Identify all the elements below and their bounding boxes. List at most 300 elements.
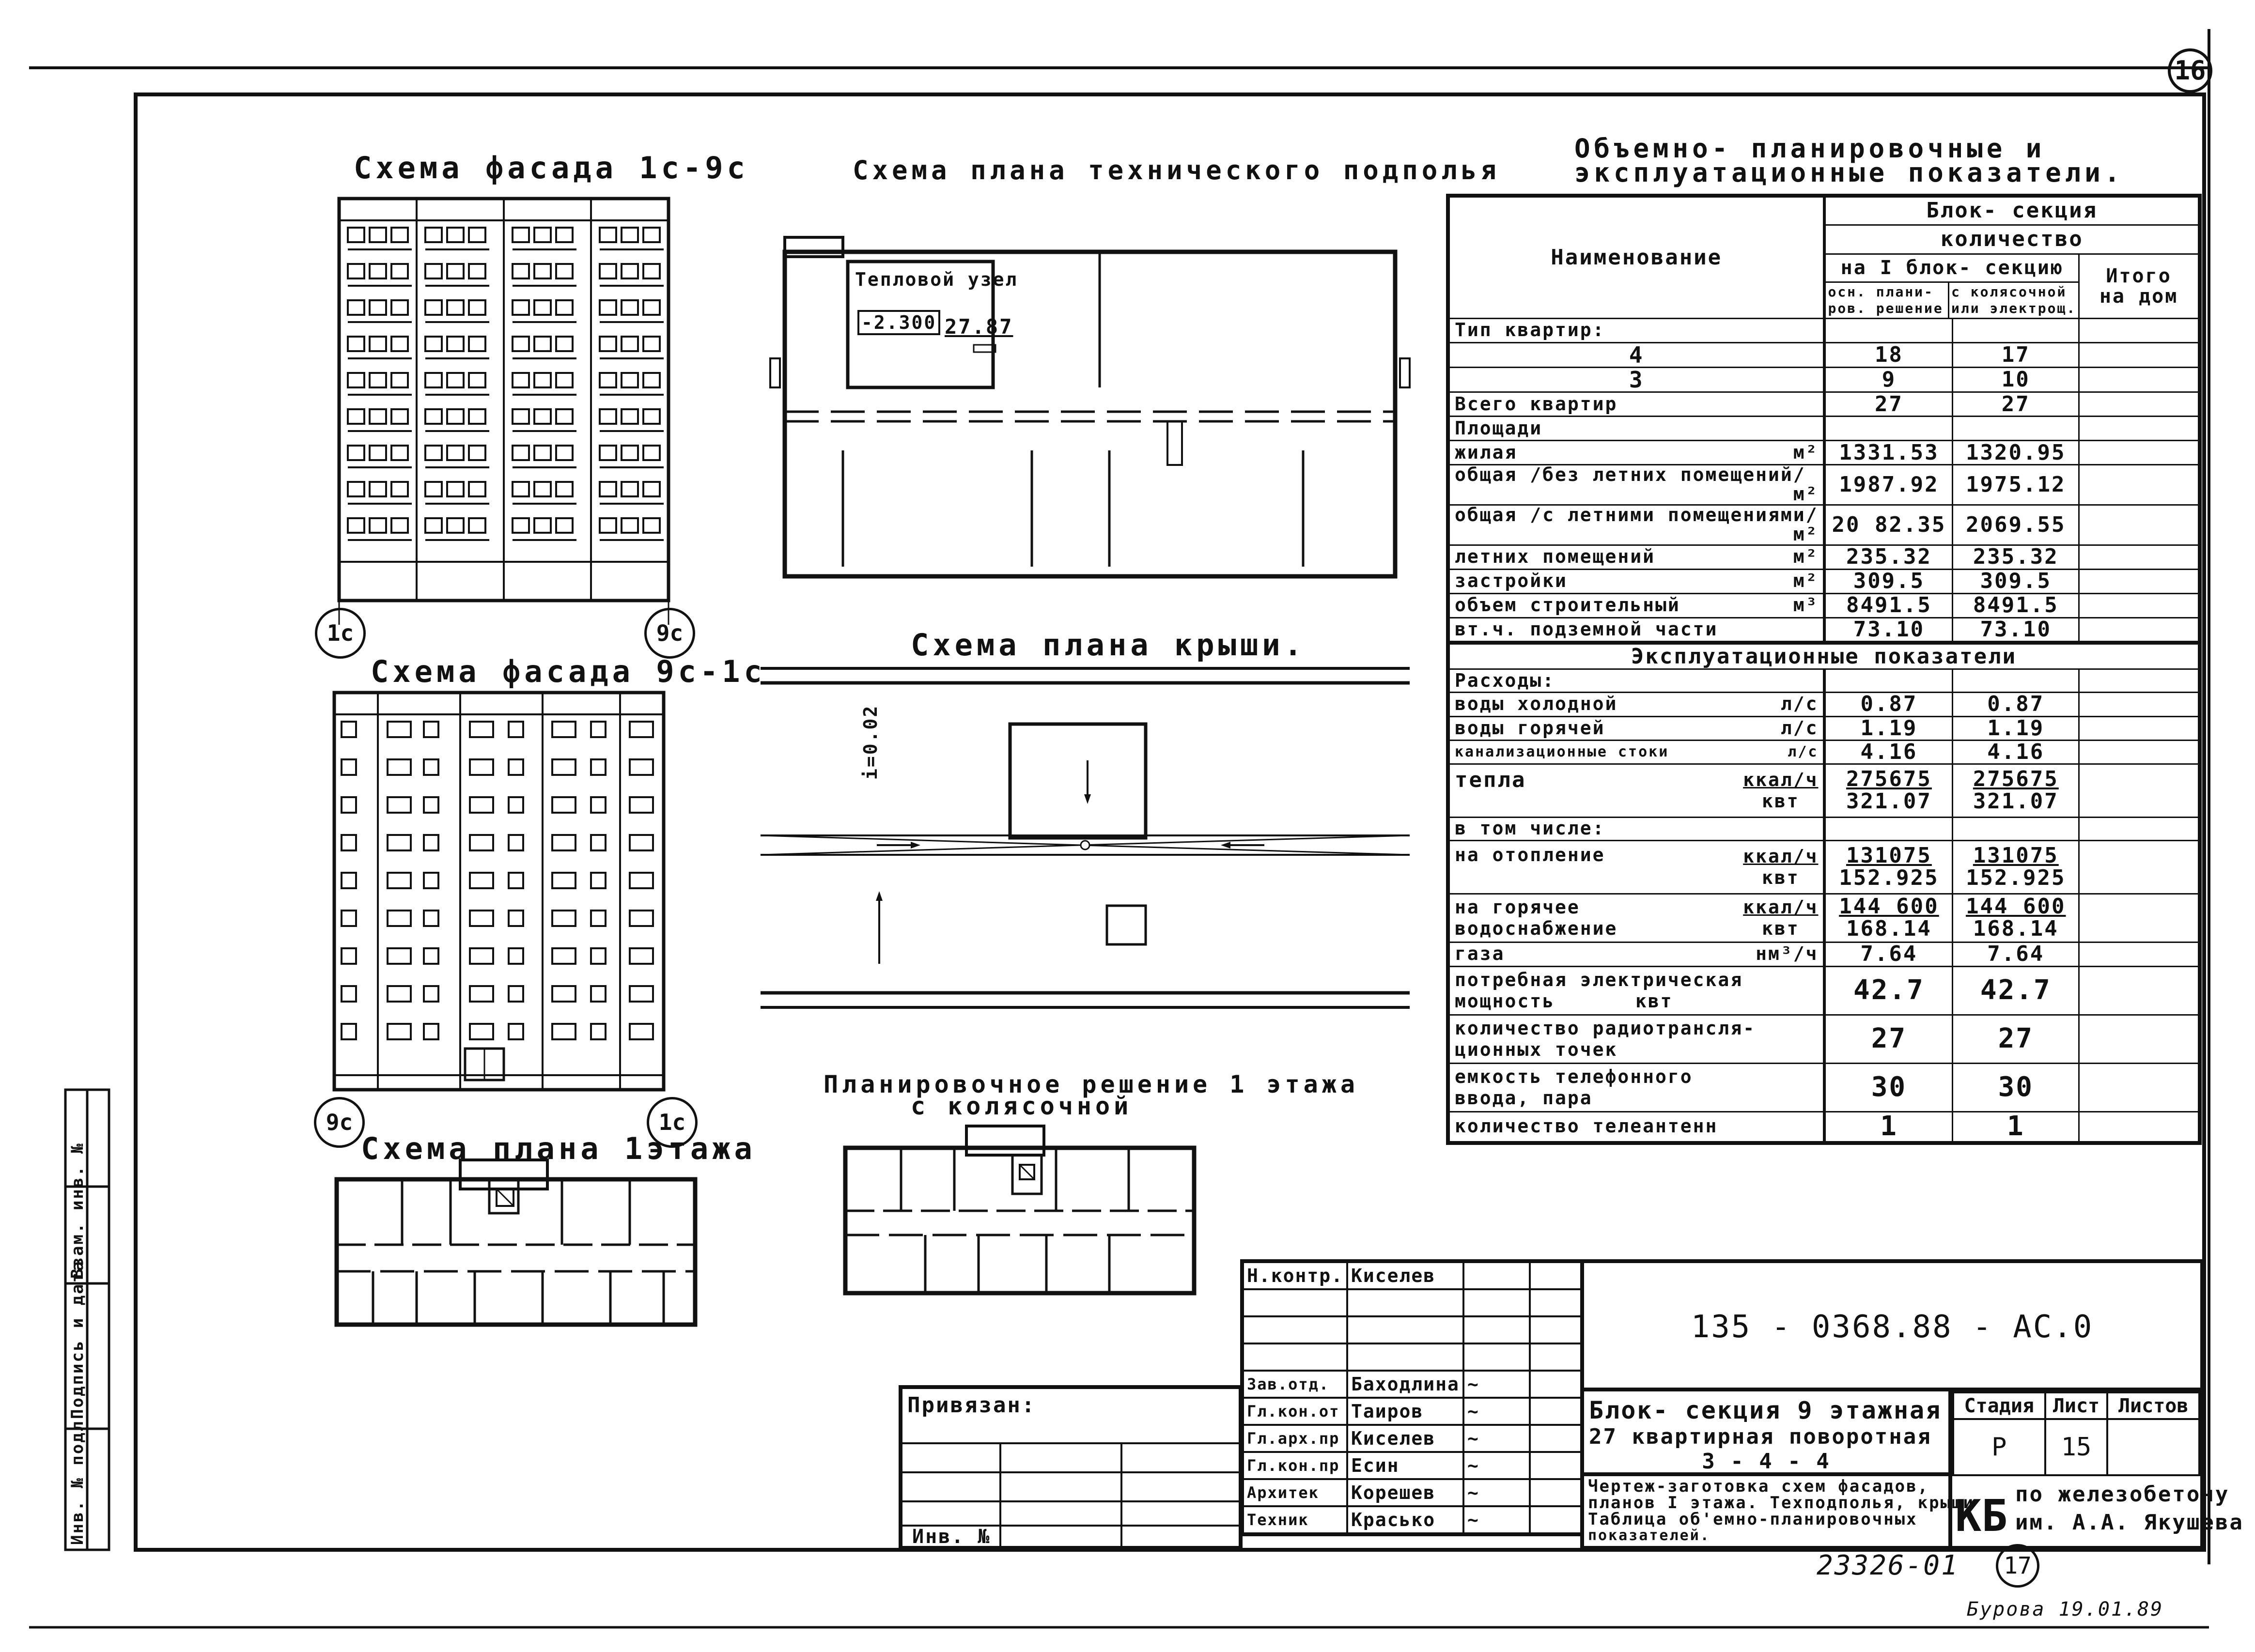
indicators-table bbox=[1446, 194, 2202, 1145]
indicator-v2: 309.5 bbox=[1953, 569, 2079, 593]
facade-window bbox=[425, 482, 442, 496]
facade-window bbox=[425, 228, 442, 242]
facade-window bbox=[470, 722, 493, 737]
planning-title-1: Планировочное решение 1 этажа bbox=[824, 1070, 1359, 1098]
radio-label-2: ционных точек bbox=[1455, 1039, 1618, 1061]
facade-window bbox=[643, 228, 660, 242]
signature-mark: ~ bbox=[1463, 1371, 1530, 1398]
facade-window bbox=[388, 911, 411, 926]
facade-window bbox=[342, 911, 356, 926]
heat-v1a: 275675 bbox=[1846, 767, 1932, 792]
facade-window bbox=[370, 409, 386, 424]
facade-window bbox=[600, 373, 616, 387]
facade-window bbox=[643, 446, 660, 460]
signature-mark: ~ bbox=[1463, 1452, 1530, 1479]
facade-window bbox=[469, 518, 485, 533]
facade-window bbox=[425, 337, 442, 351]
facade-window bbox=[348, 409, 364, 424]
heating-label: на отопление bbox=[1455, 844, 1605, 866]
side-replace-inv: Взам. инв. № bbox=[68, 1142, 87, 1279]
facade-window bbox=[556, 373, 573, 387]
indicator-row bbox=[1448, 441, 2200, 465]
signature-mark: ~ bbox=[1463, 1479, 1530, 1506]
facade-window bbox=[469, 300, 485, 315]
indicator-v2: 1320.95 bbox=[1953, 441, 2079, 465]
indicator-label bbox=[1448, 342, 1824, 367]
planning-title-2: с колясочной bbox=[911, 1092, 1133, 1120]
indicator-label bbox=[1448, 441, 1824, 465]
facade-window bbox=[470, 986, 493, 1002]
facade-9c-1c-drawing bbox=[315, 688, 693, 1114]
hot-water-label-2: водоснабжение bbox=[1455, 918, 1618, 940]
stamp-signature-row bbox=[1242, 1371, 1582, 1398]
attached-label: Привязан: bbox=[907, 1393, 1036, 1418]
indicator-row bbox=[1448, 569, 2200, 593]
facade-window bbox=[470, 1024, 493, 1039]
indicator-v2 bbox=[1953, 318, 2079, 342]
axis-1c-label-b: 1с bbox=[658, 1109, 686, 1135]
roof-plan-title: Схема плана крыши. bbox=[911, 627, 1306, 663]
water-v1: 1.19 bbox=[1824, 716, 1952, 740]
heating-unit-1: ккал/ч bbox=[1743, 846, 1819, 867]
axis-9c-label-b: 9с bbox=[326, 1109, 353, 1135]
stage-value: Р bbox=[1953, 1419, 2045, 1475]
facade-window bbox=[348, 446, 364, 460]
facade-window bbox=[342, 986, 356, 1002]
stamp-name: Есин bbox=[1347, 1452, 1463, 1479]
signature-mark: ~ bbox=[1463, 1506, 1530, 1534]
facade-window bbox=[424, 986, 438, 1002]
indicator-v1: 18 bbox=[1824, 342, 1952, 367]
facade-window bbox=[342, 722, 356, 737]
radio-v2: 27 bbox=[1953, 1015, 2079, 1063]
facade-window bbox=[388, 797, 411, 813]
sheet-value: 15 bbox=[2045, 1419, 2108, 1475]
facade-window bbox=[425, 409, 442, 424]
facade-window bbox=[391, 409, 408, 424]
indicator-row bbox=[1448, 545, 2200, 569]
facade-window bbox=[342, 1024, 356, 1039]
facade-window bbox=[370, 264, 386, 278]
facade-window bbox=[622, 337, 638, 351]
facade-window bbox=[643, 518, 660, 533]
phone-v2: 30 bbox=[1953, 1063, 2079, 1112]
facade-window bbox=[391, 482, 408, 496]
stamp-signature-row bbox=[1242, 1425, 1582, 1452]
gas-v1: 7.64 bbox=[1824, 942, 1952, 966]
col-quantity-header: количество bbox=[1824, 225, 2200, 254]
gas-label: газа bbox=[1455, 943, 1505, 965]
facade-window bbox=[534, 300, 551, 315]
facade-window bbox=[513, 228, 529, 242]
facade-window bbox=[513, 409, 529, 424]
sheet-number: 16 bbox=[2174, 55, 2206, 86]
col-total-line2: на дом bbox=[2099, 285, 2178, 308]
facade-window bbox=[556, 228, 573, 242]
facade-window bbox=[630, 797, 653, 813]
stamp-name: Корешев bbox=[1347, 1479, 1463, 1506]
facade-window bbox=[391, 518, 408, 533]
hot-water-v1a: 144 600 bbox=[1839, 894, 1939, 919]
indicator-label-text: объем строительный bbox=[1455, 594, 1680, 616]
facade-window bbox=[424, 722, 438, 737]
indicator-label-text: общая /без летних помещений/ bbox=[1455, 464, 1806, 486]
hot-water-row-label bbox=[1448, 894, 1824, 942]
indicator-v1: 9 bbox=[1824, 367, 1952, 392]
heating-v1a: 131075 bbox=[1846, 843, 1932, 868]
plan-1st-floor-title: Схема плана 1этажа bbox=[361, 1131, 756, 1166]
stamp-signature-row bbox=[1242, 1452, 1582, 1479]
facade-window bbox=[556, 446, 573, 460]
facade-window bbox=[552, 797, 575, 813]
power-v1: 42.7 bbox=[1824, 966, 1952, 1015]
indicator-v1 bbox=[1824, 318, 1952, 342]
indicator-unit: м² bbox=[1793, 546, 1819, 568]
side-sign-date: Подпись и дата bbox=[68, 1260, 87, 1419]
heat-node-label: Тепловой узел bbox=[855, 269, 1018, 290]
water-v2: 0.87 bbox=[1953, 693, 2079, 716]
facade-window bbox=[348, 518, 364, 533]
heat-v2a: 275675 bbox=[1973, 767, 2059, 792]
water-label-text: воды горячей bbox=[1455, 717, 1605, 739]
indicator-v1: 20 82.35 bbox=[1824, 505, 1952, 545]
col-basic-line2: ров. решение bbox=[1828, 300, 1944, 316]
facade-window bbox=[600, 337, 616, 351]
power-label-2: мощность bbox=[1455, 990, 1555, 1012]
facade-window bbox=[447, 409, 464, 424]
indicator-v2: 73.10 bbox=[1953, 618, 2079, 643]
stamp-title-2: 27 квартирная поворотная bbox=[1589, 1424, 1932, 1449]
facade-window bbox=[513, 446, 529, 460]
facade-window bbox=[622, 264, 638, 278]
stamp-role: Гл.арх.пр bbox=[1242, 1425, 1347, 1452]
axis-1c-label: 1с bbox=[327, 620, 354, 646]
col-stroller-header bbox=[1949, 283, 2078, 318]
indicator-label bbox=[1448, 569, 1824, 593]
indicator-v2: 17 bbox=[1953, 342, 2079, 367]
facade-window bbox=[600, 300, 616, 315]
facade-window bbox=[591, 1024, 606, 1039]
col-total-line1: Итого bbox=[2106, 264, 2172, 287]
facade-window bbox=[622, 373, 638, 387]
antenna-v2: 1 bbox=[1953, 1112, 2079, 1143]
indicator-row bbox=[1448, 465, 2200, 505]
heating-v1b: 152.925 bbox=[1839, 865, 1939, 891]
facade-window bbox=[470, 948, 493, 964]
stamp-signature-row bbox=[1242, 1398, 1582, 1425]
indicator-row bbox=[1448, 505, 2200, 545]
org-area bbox=[1952, 1476, 2244, 1546]
indicator-label bbox=[1448, 465, 1824, 505]
water-label bbox=[1448, 693, 1824, 716]
facade-window bbox=[447, 228, 464, 242]
facade-window bbox=[391, 300, 408, 315]
facade-window bbox=[630, 1024, 653, 1039]
tech-underground-drawing bbox=[751, 218, 1429, 601]
facade-window bbox=[370, 518, 386, 533]
indicator-label bbox=[1448, 318, 1824, 342]
consumption-label: Расходы: bbox=[1448, 669, 1824, 693]
water-v2: 4.16 bbox=[1953, 740, 2079, 764]
indicator-label-text: Тип квартир: bbox=[1455, 319, 1605, 341]
col-per-block-header: на I блок- секцию bbox=[1826, 255, 2078, 283]
planning-1st-floor-drawing bbox=[838, 1119, 1206, 1322]
hot-water-v1b: 168.14 bbox=[1846, 916, 1932, 942]
col-block-header: Блок- секция bbox=[1824, 196, 2200, 225]
facade-window bbox=[534, 482, 551, 496]
stamp-desc-3: Таблица об'емно-планировочных bbox=[1588, 1510, 1918, 1529]
org-line-1: по железобетону bbox=[2015, 1482, 2230, 1507]
facade-window bbox=[348, 373, 364, 387]
heat-label: тепла bbox=[1455, 768, 1526, 793]
col-name-header: Наименование bbox=[1448, 196, 1824, 318]
facade-window bbox=[622, 409, 638, 424]
indicator-v1: 73.10 bbox=[1824, 618, 1952, 643]
facade-window bbox=[370, 373, 386, 387]
col-total-header bbox=[2079, 254, 2200, 318]
facade-window bbox=[534, 228, 551, 242]
underground-level: -2.300 bbox=[857, 310, 940, 335]
org-code: КБ bbox=[1955, 1491, 2008, 1542]
facade-window bbox=[630, 948, 653, 964]
org-line-2: им. А.А. Якушева bbox=[2015, 1510, 2244, 1535]
hot-water-unit-2: квт bbox=[1762, 918, 1800, 940]
facade-window bbox=[425, 300, 442, 315]
facade-window bbox=[556, 264, 573, 278]
facade-window bbox=[509, 835, 523, 850]
tech-underground-title: Схема плана технического подполья bbox=[853, 155, 1500, 185]
heating-v2a: 131075 bbox=[1973, 843, 2059, 868]
facade-window bbox=[552, 911, 575, 926]
facade-window bbox=[630, 873, 653, 888]
signature-mark: ~ bbox=[1463, 1398, 1530, 1425]
phone-label-1: емкость телефонного bbox=[1455, 1066, 1693, 1088]
roof-slope-label: i=0.02 bbox=[860, 704, 881, 780]
heat-unit-1: ккал/ч bbox=[1743, 769, 1819, 791]
facade-window bbox=[534, 446, 551, 460]
facade-window bbox=[469, 409, 485, 424]
facade-window bbox=[552, 986, 575, 1002]
facade-window bbox=[424, 797, 438, 813]
stamp-name: Киселев bbox=[1347, 1261, 1463, 1289]
facade-window bbox=[348, 264, 364, 278]
facade-window bbox=[622, 446, 638, 460]
signature-mark: ~ bbox=[1463, 1425, 1530, 1452]
stamp-title-1: Блок- секция 9 этажная bbox=[1589, 1396, 1942, 1424]
facade-window bbox=[469, 446, 485, 460]
indicator-v1: 8491.5 bbox=[1824, 593, 1952, 618]
facade-window bbox=[509, 911, 523, 926]
facade-window bbox=[534, 264, 551, 278]
facade-window bbox=[509, 873, 523, 888]
indicator-label-text: летних помещений bbox=[1455, 546, 1656, 568]
facade-window bbox=[342, 797, 356, 813]
radio-row-label bbox=[1448, 1015, 1824, 1063]
indicator-v1: 27 bbox=[1824, 392, 1952, 417]
indicator-v2: 10 bbox=[1953, 367, 2079, 392]
heating-row-label bbox=[1448, 840, 1824, 894]
indicator-label-text: 3 bbox=[1629, 366, 1644, 393]
facade-window bbox=[600, 228, 616, 242]
indicator-label bbox=[1448, 593, 1824, 618]
facade-window bbox=[630, 722, 653, 737]
facade-window bbox=[600, 409, 616, 424]
col-stroller-line1: с колясочной bbox=[1951, 283, 2067, 300]
indicator-label bbox=[1448, 417, 1824, 441]
facade-window bbox=[370, 300, 386, 315]
doc-code: 135 - 0368.88 - АС.0 bbox=[1584, 1263, 2200, 1391]
archive-circle-badge bbox=[1996, 1544, 2039, 1588]
facade-window bbox=[469, 228, 485, 242]
stamp-name: Киселев bbox=[1347, 1425, 1463, 1452]
water-label-text: воды холодной bbox=[1455, 693, 1618, 715]
facade-window bbox=[370, 337, 386, 351]
facade-window bbox=[509, 948, 523, 964]
side-inv-orig: Инв. № подл bbox=[68, 1420, 87, 1545]
facade-window bbox=[391, 373, 408, 387]
facade-window bbox=[622, 228, 638, 242]
stamp-signature-row bbox=[1242, 1506, 1582, 1534]
facade-window bbox=[600, 518, 616, 533]
indicator-row bbox=[1448, 417, 2200, 441]
water-unit: л/с bbox=[1780, 693, 1819, 715]
indicator-row bbox=[1448, 618, 2200, 643]
water-v1: 4.16 bbox=[1824, 740, 1952, 764]
title-block-right bbox=[1580, 1259, 2244, 1550]
water-row bbox=[1448, 716, 2200, 740]
col-basic-line1: осн. плани- bbox=[1828, 283, 1934, 300]
facade-window bbox=[534, 518, 551, 533]
facade-window bbox=[600, 482, 616, 496]
stamp-desc-2: планов I этажа. Техподполья, крыши bbox=[1588, 1493, 1975, 1513]
facade-window bbox=[556, 300, 573, 315]
archive-circle: 17 bbox=[2004, 1552, 2032, 1579]
roof-plan-drawing bbox=[751, 659, 1429, 1017]
facade-1c-9c-title: Схема фасада 1с-9с bbox=[354, 150, 749, 185]
stage-table bbox=[1952, 1391, 2200, 1476]
indicator-unit: м² bbox=[1793, 441, 1819, 463]
stamp-desc-4: показателей. bbox=[1588, 1527, 1711, 1544]
power-row-label bbox=[1448, 966, 1824, 1015]
indicator-v1: 1987.92 bbox=[1824, 465, 1952, 505]
facade-window bbox=[591, 722, 606, 737]
indicator-unit: м³ bbox=[1793, 594, 1819, 616]
facade-window bbox=[342, 948, 356, 964]
facade-window bbox=[470, 759, 493, 775]
facade-window bbox=[424, 911, 438, 926]
indicator-row bbox=[1448, 367, 2200, 392]
heat-row-label bbox=[1448, 764, 1824, 817]
archive-number: 23326-01 bbox=[1817, 1550, 1959, 1581]
facade-window bbox=[552, 759, 575, 775]
facade-window bbox=[447, 264, 464, 278]
facade-window bbox=[591, 835, 606, 850]
indicator-v2: 2069.55 bbox=[1953, 505, 2079, 545]
facade-window bbox=[630, 759, 653, 775]
facade-window bbox=[391, 228, 408, 242]
facade-window bbox=[513, 300, 529, 315]
radio-v1: 27 bbox=[1824, 1015, 1952, 1063]
indicator-row bbox=[1448, 318, 2200, 342]
facade-window bbox=[342, 835, 356, 850]
facade-window bbox=[348, 228, 364, 242]
including-label: в том числе: bbox=[1448, 817, 1824, 840]
facade-9c-1c-title: Схема фасада 9с-1с bbox=[371, 654, 766, 689]
col-basic-header bbox=[1826, 283, 1949, 318]
facade-window bbox=[513, 518, 529, 533]
facade-window bbox=[513, 264, 529, 278]
stamp-desc-area bbox=[1584, 1476, 1975, 1546]
facade-window bbox=[424, 873, 438, 888]
hot-water-v2a: 144 600 bbox=[1966, 894, 2066, 919]
facade-window bbox=[342, 759, 356, 775]
facade-window bbox=[425, 518, 442, 533]
indicator-label-text: застройки bbox=[1455, 570, 1568, 592]
facade-window bbox=[552, 873, 575, 888]
facade-window bbox=[556, 337, 573, 351]
facade-window bbox=[348, 300, 364, 315]
indicator-label bbox=[1448, 545, 1824, 569]
attached-block bbox=[899, 1385, 1243, 1550]
phone-row-label bbox=[1448, 1063, 1824, 1112]
gas-unit: нм³/ч bbox=[1756, 943, 1819, 965]
stage-label: Стадия bbox=[1953, 1392, 2045, 1419]
facade-window bbox=[447, 300, 464, 315]
stamp-role: Н.контр. bbox=[1242, 1261, 1347, 1289]
gas-v2: 7.64 bbox=[1953, 942, 2079, 966]
facade-window bbox=[513, 373, 529, 387]
facade-window bbox=[424, 759, 438, 775]
facade-window bbox=[348, 482, 364, 496]
facade-window bbox=[388, 722, 411, 737]
indicator-v2: 8491.5 bbox=[1953, 593, 2079, 618]
stamp-name: Красько bbox=[1347, 1506, 1463, 1534]
facade-window bbox=[556, 518, 573, 533]
stamp-role: Техник bbox=[1242, 1506, 1347, 1534]
inv-label: Инв. № bbox=[912, 1526, 991, 1548]
facade-window bbox=[424, 948, 438, 964]
facade-window bbox=[388, 759, 411, 775]
stamp-desc-1: Чертеж-заготовка схем фасадов, bbox=[1588, 1477, 1929, 1496]
indicator-v2: 27 bbox=[1953, 392, 2079, 417]
radio-label-1: количество радиотрансля- bbox=[1455, 1018, 1756, 1039]
facade-window bbox=[388, 835, 411, 850]
indicator-v2 bbox=[1953, 417, 2079, 441]
water-v2: 1.19 bbox=[1953, 716, 2079, 740]
facade-window bbox=[388, 873, 411, 888]
facade-window bbox=[622, 300, 638, 315]
facade-window bbox=[552, 948, 575, 964]
heat-v1b: 321.07 bbox=[1846, 789, 1932, 814]
facade-window bbox=[513, 482, 529, 496]
facade-window bbox=[470, 873, 493, 888]
facade-window bbox=[513, 337, 529, 351]
facade-window bbox=[391, 337, 408, 351]
indicator-label-text: вт.ч. подземной части bbox=[1455, 618, 1718, 640]
indicator-v1: 309.5 bbox=[1824, 569, 1952, 593]
stamp-name: Баходлина bbox=[1347, 1371, 1463, 1398]
indicators-heading-2: эксплуатационные показатели. bbox=[1574, 157, 2124, 188]
facade-window bbox=[556, 482, 573, 496]
title-block-signatures bbox=[1240, 1259, 1584, 1536]
indicator-label-text: общая /с летними помещениями/ bbox=[1455, 504, 1819, 525]
facade-window bbox=[470, 911, 493, 926]
facade-window bbox=[424, 1024, 438, 1039]
facade-window bbox=[509, 759, 523, 775]
indicator-unit: м² bbox=[1793, 570, 1819, 592]
indicator-v1: 1331.53 bbox=[1824, 441, 1952, 465]
exploitation-heading: Эксплуатационные показатели bbox=[1448, 643, 2200, 669]
